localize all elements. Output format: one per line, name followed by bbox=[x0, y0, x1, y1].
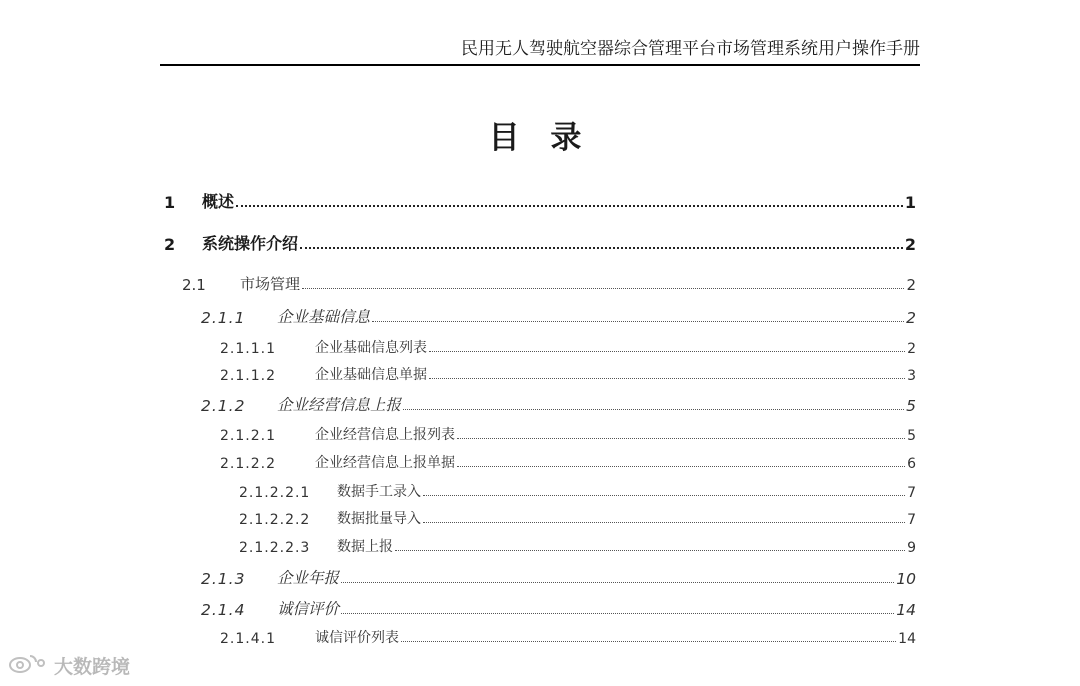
toc-entry[interactable] bbox=[182, 273, 916, 294]
dot-leader bbox=[372, 321, 904, 322]
watermark bbox=[8, 652, 130, 678]
toc-entry-number: 2.1.4 bbox=[201, 601, 246, 619]
toc-entry-title: 企业经营信息上报列表 bbox=[315, 427, 455, 443]
toc-entry-number: 2.1.2.2.1 bbox=[239, 485, 311, 501]
dot-leader bbox=[236, 205, 903, 207]
toc-entry[interactable] bbox=[164, 189, 916, 212]
dot-leader bbox=[457, 466, 905, 467]
toc-entry-number: 2 bbox=[164, 235, 176, 254]
toc-entry-title: 企业基础信息列表 bbox=[315, 340, 427, 356]
dot-leader bbox=[300, 247, 903, 249]
toc-entry-number: 2.1.2.1 bbox=[220, 428, 276, 444]
toc-entry[interactable] bbox=[220, 452, 916, 472]
toc-entry-title: 系统操作介绍 bbox=[202, 234, 299, 253]
toc-entry[interactable] bbox=[239, 508, 916, 528]
toc-entry-number: 2.1.4.1 bbox=[220, 631, 276, 647]
toc-entry-page: 5 bbox=[907, 428, 916, 444]
toc-entry-page: 5 bbox=[906, 397, 916, 415]
weibo-logo-icon bbox=[8, 651, 48, 680]
toc-entry-title: 企业基础信息单据 bbox=[315, 367, 427, 383]
toc-entry[interactable] bbox=[239, 481, 916, 501]
toc-entry-page: 7 bbox=[907, 485, 916, 501]
toc-entry[interactable] bbox=[220, 424, 916, 444]
toc-entry-number: 2.1 bbox=[182, 276, 206, 294]
toc-entry-title: 概述 bbox=[202, 192, 235, 211]
toc-entry-number: 2.1.3 bbox=[201, 570, 246, 588]
toc-entry[interactable] bbox=[220, 364, 916, 384]
toc-entry-title: 数据批量导入 bbox=[337, 511, 421, 527]
dot-leader bbox=[341, 613, 894, 614]
toc-entry-page: 2 bbox=[906, 309, 916, 327]
toc-entry[interactable] bbox=[201, 597, 916, 619]
toc-entry-number: 2.1.2.2.2 bbox=[239, 512, 311, 528]
dot-leader bbox=[395, 550, 905, 551]
toc-entry-number: 2.1.2.2 bbox=[220, 456, 276, 472]
toc-entry[interactable] bbox=[201, 566, 916, 588]
dot-leader bbox=[429, 351, 905, 352]
watermark-text: 大数跨境 bbox=[54, 655, 131, 678]
toc-entry-title: 诚信评价列表 bbox=[315, 630, 399, 646]
toc-entry-number: 2.1.1.1 bbox=[220, 341, 276, 357]
toc-entry[interactable] bbox=[220, 627, 916, 647]
document-header-title: 民用无人驾驶航空器综合管理平台市场管理系统用户操作手册 bbox=[461, 39, 920, 59]
dot-leader bbox=[429, 378, 905, 379]
dot-leader bbox=[341, 582, 894, 583]
dot-leader bbox=[423, 522, 905, 523]
dot-leader bbox=[403, 409, 904, 410]
toc-entry-title: 诚信评价 bbox=[277, 600, 340, 618]
toc-entry[interactable] bbox=[164, 231, 916, 254]
dot-leader bbox=[457, 438, 905, 439]
toc-entry-page: 14 bbox=[896, 601, 916, 619]
toc-entry-title: 市场管理 bbox=[240, 275, 301, 293]
toc-entry[interactable] bbox=[201, 305, 916, 327]
toc-entry-number: 2.1.1.2 bbox=[220, 368, 276, 384]
toc-entry-number: 1 bbox=[164, 193, 176, 212]
toc-entry-page: 14 bbox=[898, 631, 916, 647]
toc-entry-title: 企业经营信息上报单据 bbox=[315, 455, 455, 471]
toc-entry-page: 1 bbox=[904, 193, 916, 212]
toc-heading: 目 录 bbox=[488, 120, 592, 156]
toc-entry-page: 10 bbox=[896, 570, 916, 588]
dot-leader bbox=[302, 288, 904, 289]
toc-entry-page: 2 bbox=[907, 341, 916, 357]
dot-leader bbox=[401, 641, 896, 642]
toc-entry-page: 3 bbox=[907, 368, 916, 384]
toc-entry-number: 2.1.1 bbox=[201, 309, 246, 327]
toc-entry-page: 7 bbox=[907, 512, 916, 528]
toc-entry-title: 企业基础信息 bbox=[277, 308, 371, 326]
toc-entry-page: 2 bbox=[904, 235, 916, 254]
toc-entry-title: 企业年报 bbox=[277, 569, 340, 587]
toc-entry-title: 数据上报 bbox=[337, 539, 393, 555]
toc-entry[interactable] bbox=[239, 536, 916, 556]
toc-entry[interactable] bbox=[201, 393, 916, 415]
toc-entry[interactable] bbox=[220, 337, 916, 357]
toc-entry-number: 2.1.2 bbox=[201, 397, 246, 415]
toc-entry-number: 2.1.2.2.3 bbox=[239, 540, 311, 556]
toc-entry-page: 6 bbox=[907, 456, 916, 472]
toc-entry-title: 数据手工录入 bbox=[337, 484, 421, 500]
toc-entry-title: 企业经营信息上报 bbox=[277, 396, 402, 414]
dot-leader bbox=[423, 495, 905, 496]
toc-entry-page: 9 bbox=[907, 540, 916, 556]
toc-entry-page: 2 bbox=[906, 276, 916, 294]
